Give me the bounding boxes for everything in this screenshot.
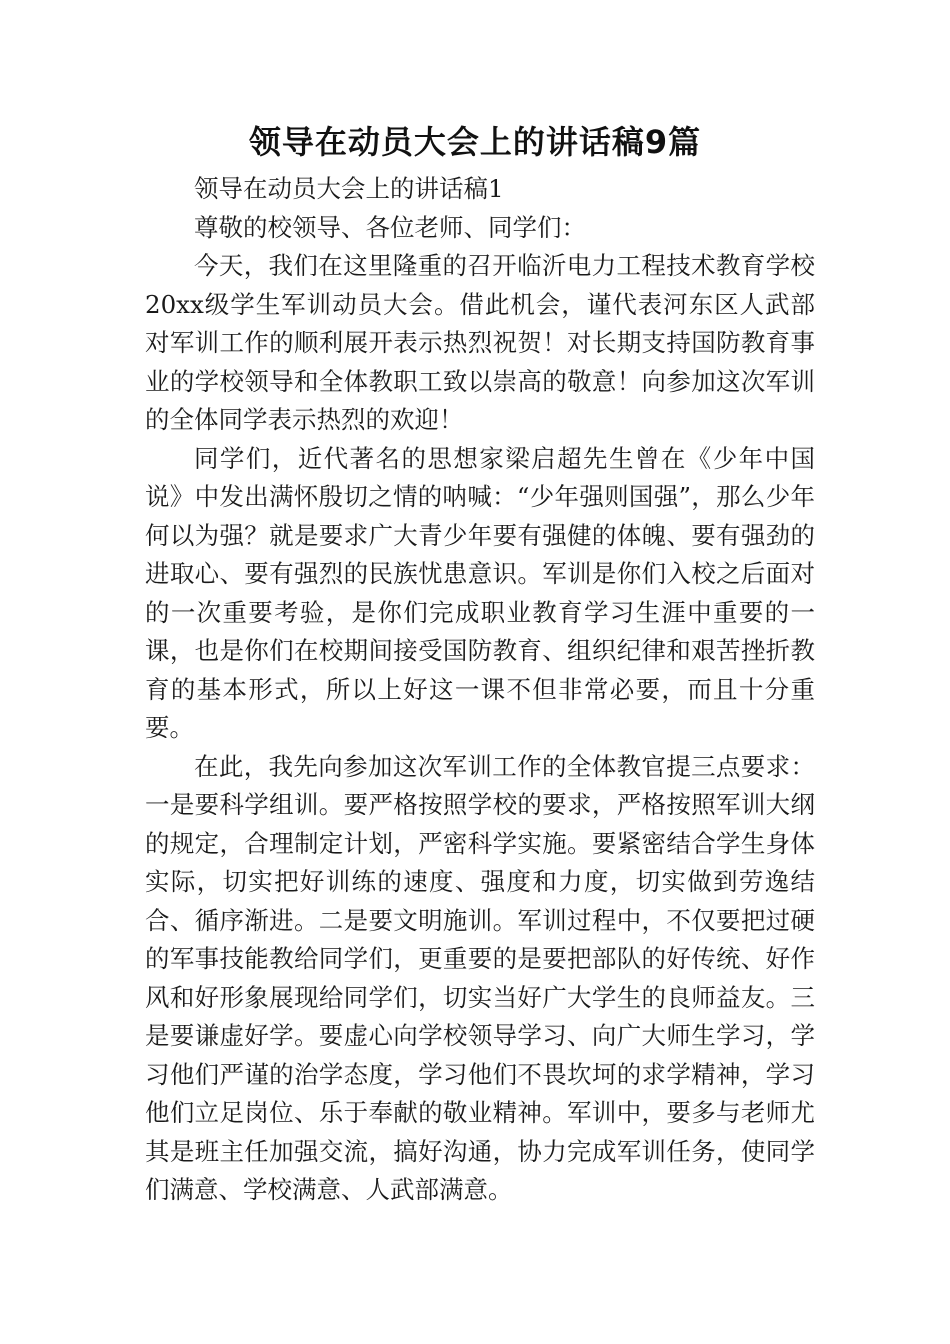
paragraph-3: 在此，我先向参加这次军训工作的全体教官提三点要求：一是要科学组训。要严格按照学校的要求，严格按照军训大纲的规定，合理制定计划，严密科学实施。要紧密结合学生身体实际，切实把好训练的速度、强度和力度，切实做到劳逸结合、循序渐进。二是要文明施训。军训过程中，不仅要把过硬的军事技能教给同学们，更重要的是要把部队的好传统、好作风和好形象展现给同学们，切实当好广大学生的良师益友。三是要谦虚好学。要虚心向学校领导学习、向广大师生学习，学习他们严谨的治学态度，学习他们不畏坎坷的求学精神，学习他们立足岗位、乐于奉献的敬业精神。军训中，要多与老师尤其是班主任加强交流，搞好沟通，协力完成军训任务，使同学们满意、学校满意、人武部满意。 [145, 751, 815, 1204]
salutation: 尊敬的校领导、各位老师、同学们： [194, 212, 586, 242]
document-body [145, 170, 815, 1210]
paragraph-2: 同学们，近代著名的思想家梁启超先生曾在《少年中国说》中发出满怀殷切之情的呐喊：“少年强则国强”，那么少年何以为强？就是要求广大青少年要有强健的体魄、要有强劲的进取心、要有强烈的民族忧患意识。军训是你们入校之后面对的一次重要考验，是你们完成职业教育学习生涯中重要的一课，也是你们在校期间接受国防教育、组织纪律和艰苦挫折教育的基本形式，所以上好这一课不但非常必要，而且十分重要。 [145, 443, 815, 742]
document-title: 领导在动员大会上的讲话稿9篇 [248, 123, 702, 161]
paragraph-1: 今天，我们在这里隆重的召开临沂电力工程技术教育学校20xx级学生军训动员大会。借此机会，谨代表河东区人武部对军训工作的顺利展开表示热烈祝贺！对长期支持国防教育事业的学校领导和全体教职工致以崇高的敬意！向参加这次军训的全体同学表示热烈的欢迎！ [145, 251, 815, 434]
section-heading: 领导在动员大会上的讲话稿1 [194, 174, 504, 203]
